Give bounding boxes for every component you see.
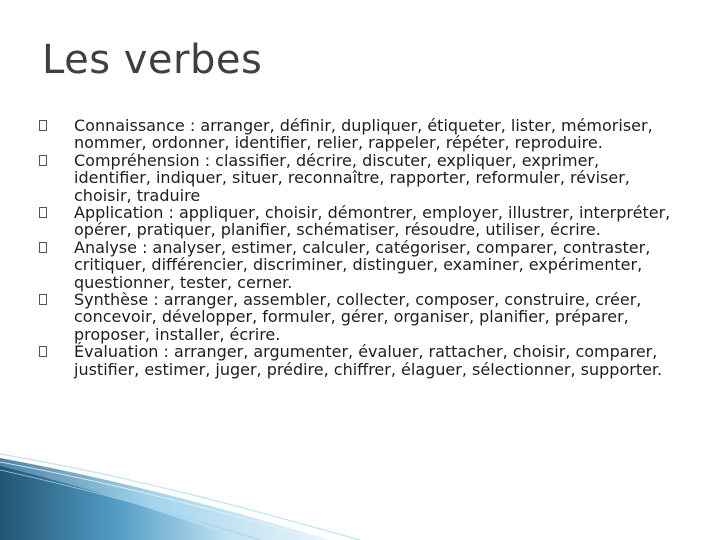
decorative-swoosh [0, 440, 720, 540]
list-item [36, 152, 676, 204]
bullet-text: Synthèse : arranger, assembler, collecter, composer, construire, créer, concevoir, développer, formuler, gérer, organiser, planifier, préparer, proposer, installer, écrire. [74, 290, 642, 344]
bullet-text: Application : appliquer, choisir, démontrer, employer, illustrer, interpréter, opérer, pratiquer, planifier, schématiser, résoudre, utiliser, écrire. [74, 203, 671, 240]
slide-title: Les verbes [42, 37, 263, 83]
list-item [36, 291, 676, 343]
list-item [36, 239, 676, 291]
bullet-text: Analyse : analyser, estimer, calculer, catégoriser, comparer, contraster, critiquer, différencier, discriminer, distinguer, examiner, expérimenter, questionner, tester, cerner. [74, 237, 651, 292]
bullet-box-icon [39, 294, 47, 305]
bullet-text: Évaluation : arranger, argumenter, évaluer, rattacher, choisir, comparer, justifier, estimer, juger, prédire, chiffrer, élaguer, sélectionner, supporter. [74, 342, 663, 379]
bullet-box-icon [39, 346, 47, 357]
bullet-box-icon [39, 242, 47, 253]
bullet-list [36, 117, 676, 378]
bullet-text: Connaissance : arranger, définir, dupliquer, étiqueter, lister, mémoriser, nommer, ordonner, identifier, relier, rappeler, répéter, reproduire. [74, 116, 653, 153]
bullet-text: Compréhension : classifier, décrire, discuter, expliquer, exprimer, identifier, indiquer, situer, reconnaître, rapporter, reformuler, réviser, choisir, traduire [74, 150, 630, 205]
list-item [36, 343, 676, 378]
bullet-box-icon [39, 207, 47, 218]
bullet-box-icon [39, 155, 47, 166]
bullet-box-icon [39, 120, 47, 131]
list-item [36, 117, 676, 152]
list-item [36, 204, 676, 239]
